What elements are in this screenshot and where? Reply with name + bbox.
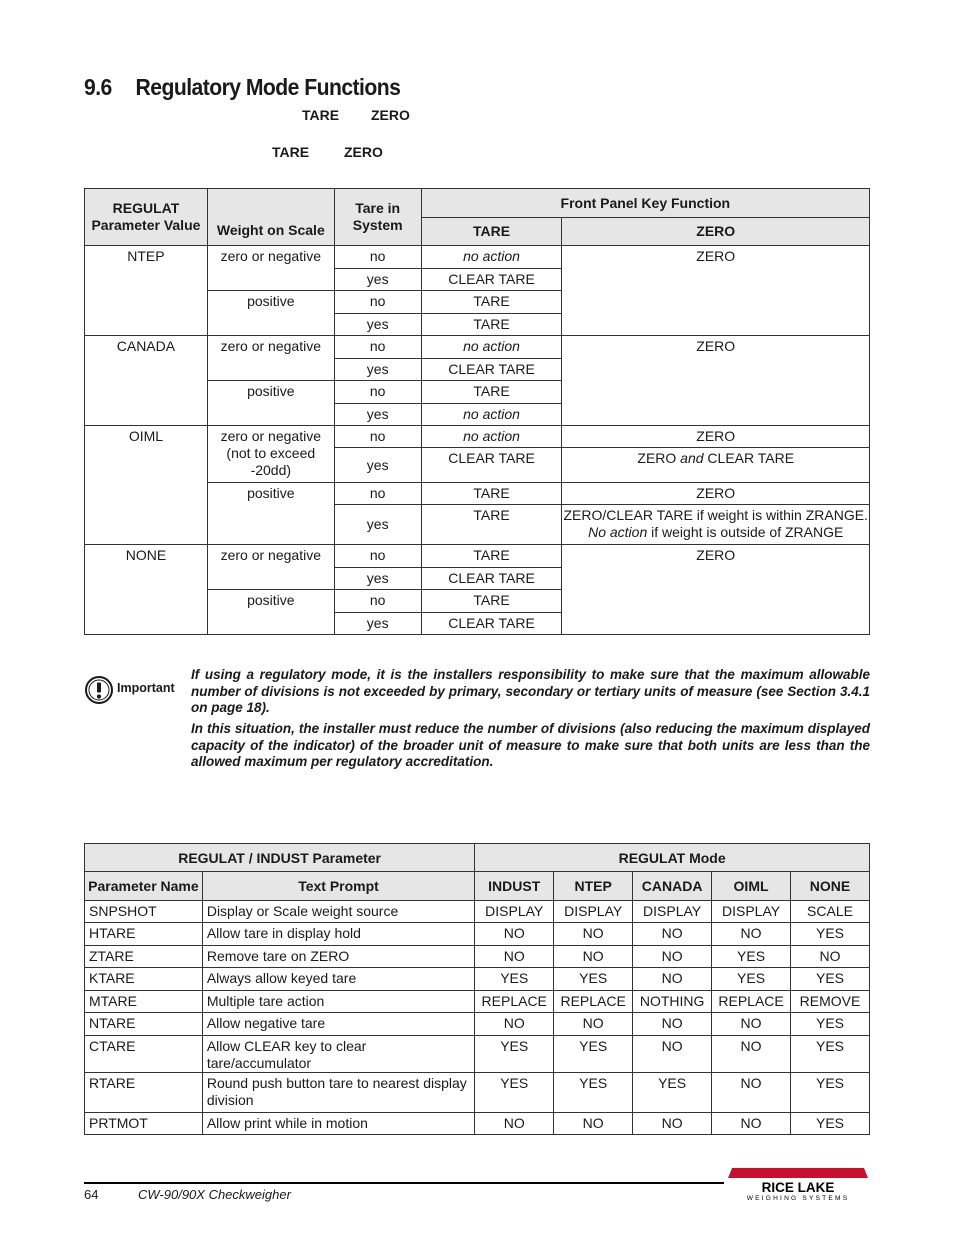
text-prompt-cell: Allow print while in motion <box>202 1113 474 1135</box>
tare-in-system-cell: yes <box>334 269 421 291</box>
mode-value-cell: NO <box>633 968 712 991</box>
table-row <box>85 1013 870 1036</box>
header-regulat-indust-parameter: REGULAT / INDUST Parameter <box>85 844 475 872</box>
weight-cell: zero or negative <box>207 246 334 291</box>
table-row <box>85 1113 870 1135</box>
text-prompt-cell: Always allow keyed tare <box>202 968 474 991</box>
tare-in-system-cell: no <box>334 545 421 568</box>
important-paragraph-1: If using a regulatory mode, it is the installers responsibility to make sure that the maximum allowable number of divisions is not exceeded by primary, secondary or tertiary units of measure (see Section 3.4.1 on page 18). <box>191 667 870 715</box>
mode-value-cell: NO <box>633 946 712 968</box>
header-canada: CANADA <box>633 872 712 901</box>
tare-in-system-cell: no <box>334 426 421 448</box>
weight-cell: positive <box>207 381 334 426</box>
tare-key-cell: TARE <box>421 314 562 336</box>
tare-in-system-cell: yes <box>334 613 421 635</box>
important-paragraph-2: In this situation, the installer must reduce the number of divisions (also reducing the maximum displayed capacity of the indicator) of the broader unit of measure to make sure that both units are less than the allowed maximum per regulatory accreditation. <box>191 721 870 769</box>
tare-in-system-cell: yes <box>334 568 421 590</box>
header-front-panel-key-function: Front Panel Key Function <box>421 189 869 218</box>
mode-value-cell: NO <box>633 1113 712 1135</box>
text-prompt-cell: Allow tare in display hold <box>202 923 474 946</box>
text-prompt-cell: Round push button tare to nearest display division <box>202 1073 474 1113</box>
parameter-name-cell: NTARE <box>85 1013 203 1036</box>
table-row <box>85 1036 870 1073</box>
header-zero: ZERO <box>562 218 870 246</box>
tare-key-cell: CLEAR TARE <box>421 359 562 381</box>
tare-key-cell: CLEAR TARE <box>421 568 562 590</box>
tare-in-system-cell: yes <box>334 448 421 483</box>
regulatory-key-function-table <box>84 188 870 635</box>
mode-ntep: NTEP <box>85 246 208 336</box>
section-title: Regulatory Mode Functions <box>135 74 401 100</box>
important-exclamation-icon <box>85 676 113 704</box>
mode-value-cell: YES <box>791 968 870 991</box>
table-row <box>85 946 870 968</box>
parameter-name-cell: ZTARE <box>85 946 203 968</box>
parameter-name-cell: HTARE <box>85 923 203 946</box>
header-oiml: OIML <box>712 872 791 901</box>
tare-key-cell: TARE <box>421 590 562 613</box>
weight-cell: positive <box>207 291 334 336</box>
page-number: 64 <box>84 1187 99 1202</box>
tare-key-cell: no action <box>421 336 562 359</box>
zero-key-cell: ZERO/CLEAR TARE if weight is within ZRANGE. No action if weight is outside of ZRANGE <box>562 505 870 545</box>
table-row <box>85 968 870 991</box>
document-title: CW-90/90X Checkweigher <box>138 1187 291 1202</box>
mode-value-cell: NO <box>712 923 791 946</box>
parameter-name-cell: PRTMOT <box>85 1113 203 1135</box>
tare-key-cell: TARE <box>421 545 562 568</box>
regulat-indust-parameter-table <box>84 843 870 1135</box>
header-regulat-mode: REGULAT Mode <box>475 844 870 872</box>
mode-none: NONE <box>85 545 208 635</box>
mode-value-cell: NO <box>791 946 870 968</box>
tare-in-system-cell: no <box>334 291 421 314</box>
mode-value-cell: REMOVE <box>791 991 870 1013</box>
weight-cell: positive <box>207 483 334 545</box>
tare-key-cell: CLEAR TARE <box>421 448 562 483</box>
mode-value-cell: NO <box>712 1013 791 1036</box>
mode-value-cell: DISPLAY <box>554 901 633 923</box>
section-number: 9.6 <box>84 74 112 100</box>
zero-key-cell: ZERO <box>562 336 870 426</box>
mode-value-cell: NO <box>712 1113 791 1135</box>
mode-value-cell: REPLACE <box>554 991 633 1013</box>
parameter-name-cell: RTARE <box>85 1073 203 1113</box>
table-row <box>85 246 870 269</box>
tare-in-system-cell: yes <box>334 505 421 545</box>
mode-value-cell: YES <box>554 968 633 991</box>
parameter-name-cell: CTARE <box>85 1036 203 1073</box>
tare-in-system-cell: no <box>334 381 421 404</box>
mode-value-cell: DISPLAY <box>633 901 712 923</box>
mode-value-cell: NO <box>633 923 712 946</box>
weight-cell: zero or negative <box>207 336 334 381</box>
tare-key-cell: TARE <box>421 505 562 545</box>
mode-value-cell: YES <box>554 1073 633 1113</box>
text-prompt-cell: Remove tare on ZERO <box>202 946 474 968</box>
mode-value-cell: YES <box>791 1013 870 1036</box>
section-heading <box>84 74 400 101</box>
tare-key-cell: no action <box>421 426 562 448</box>
zero-key-cell: ZERO <box>562 545 870 635</box>
mode-value-cell: YES <box>791 1036 870 1073</box>
svg-text:WEIGHING SYSTEMS: WEIGHING SYSTEMS <box>746 1195 850 1201</box>
header-indust: INDUST <box>475 872 554 901</box>
mode-value-cell: NO <box>712 1073 791 1113</box>
table-row <box>85 991 870 1013</box>
mode-value-cell: NOTHING <box>633 991 712 1013</box>
mode-value-cell: REPLACE <box>712 991 791 1013</box>
mode-value-cell: NO <box>633 1036 712 1073</box>
zero-key-cell: ZERO <box>562 426 870 448</box>
mode-value-cell: YES <box>554 1036 633 1073</box>
mode-value-cell: NO <box>712 1036 791 1073</box>
text-prompt-cell: Display or Scale weight source <box>202 901 474 923</box>
tare-key-cell: no action <box>421 246 562 269</box>
text-prompt-cell: Allow CLEAR key to clear tare/accumulator <box>202 1036 474 1073</box>
rice-lake-logo <box>726 1165 870 1201</box>
header-weight-on-scale: Weight on Scale <box>207 189 334 246</box>
mode-value-cell: YES <box>791 923 870 946</box>
tare-in-system-cell: yes <box>334 314 421 336</box>
mode-value-cell: YES <box>712 968 791 991</box>
header-tare-in-system: Tare in System <box>334 189 421 246</box>
table-row <box>85 1073 870 1113</box>
mode-value-cell: YES <box>791 1073 870 1113</box>
mode-value-cell: YES <box>475 1073 554 1113</box>
mode-oiml: OIML <box>85 426 208 545</box>
mode-value-cell: NO <box>475 923 554 946</box>
table-row <box>85 426 870 448</box>
intro-keyword-tare-2: TARE <box>272 144 310 160</box>
mode-value-cell: REPLACE <box>475 991 554 1013</box>
tare-key-cell: no action <box>421 404 562 426</box>
mode-value-cell: YES <box>791 1113 870 1135</box>
intro-keyword-tare-1: TARE <box>302 107 340 123</box>
mode-value-cell: NO <box>633 1013 712 1036</box>
header-regulat-parameter: REGULAT Parameter Value <box>85 189 208 246</box>
tare-key-cell: TARE <box>421 291 562 314</box>
svg-text:RICE LAKE: RICE LAKE <box>761 1180 835 1195</box>
tare-in-system-cell: yes <box>334 359 421 381</box>
zero-key-cell: ZERO and CLEAR TARE <box>562 448 870 483</box>
text-prompt-cell: Multiple tare action <box>202 991 474 1013</box>
important-label: Important <box>117 681 175 695</box>
weight-cell: zero or negative <box>207 545 334 590</box>
tare-in-system-cell: no <box>334 336 421 359</box>
header-text-prompt: Text Prompt <box>202 872 474 901</box>
mode-value-cell: NO <box>475 946 554 968</box>
mode-canada: CANADA <box>85 336 208 426</box>
text-prompt-cell: Allow negative tare <box>202 1013 474 1036</box>
intro-keyword-zero-2: ZERO <box>344 144 383 160</box>
weight-cell: zero or negative (not to exceed -20dd) <box>207 426 334 483</box>
parameter-name-cell: MTARE <box>85 991 203 1013</box>
header-parameter-name: Parameter Name <box>85 872 203 901</box>
mode-value-cell: NO <box>475 1013 554 1036</box>
parameter-name-cell: SNPSHOT <box>85 901 203 923</box>
header-tare: TARE <box>421 218 562 246</box>
tare-key-cell: CLEAR TARE <box>421 269 562 291</box>
zero-key-cell: ZERO <box>562 246 870 336</box>
weight-cell: positive <box>207 590 334 635</box>
parameter-name-cell: KTARE <box>85 968 203 991</box>
footer-rule <box>84 1182 724 1184</box>
mode-value-cell: YES <box>633 1073 712 1113</box>
header-none: NONE <box>791 872 870 901</box>
table-row <box>85 336 870 359</box>
mode-value-cell: YES <box>475 1036 554 1073</box>
table-row <box>85 901 870 923</box>
tare-in-system-cell: no <box>334 246 421 269</box>
tare-in-system-cell: no <box>334 590 421 613</box>
table-row <box>85 545 870 568</box>
tare-in-system-cell: yes <box>334 404 421 426</box>
tare-key-cell: CLEAR TARE <box>421 613 562 635</box>
mode-value-cell: YES <box>475 968 554 991</box>
zero-key-cell: ZERO <box>562 483 870 505</box>
tare-key-cell: TARE <box>421 483 562 505</box>
mode-value-cell: DISPLAY <box>712 901 791 923</box>
tare-in-system-cell: no <box>334 483 421 505</box>
tare-key-cell: TARE <box>421 381 562 404</box>
table-row <box>85 923 870 946</box>
mode-value-cell: DISPLAY <box>475 901 554 923</box>
mode-value-cell: YES <box>712 946 791 968</box>
mode-value-cell: NO <box>554 946 633 968</box>
mode-value-cell: SCALE <box>791 901 870 923</box>
mode-value-cell: NO <box>554 1013 633 1036</box>
mode-value-cell: NO <box>475 1113 554 1135</box>
mode-value-cell: NO <box>554 1113 633 1135</box>
intro-keyword-zero-1: ZERO <box>371 107 410 123</box>
mode-value-cell: NO <box>554 923 633 946</box>
header-ntep: NTEP <box>554 872 633 901</box>
